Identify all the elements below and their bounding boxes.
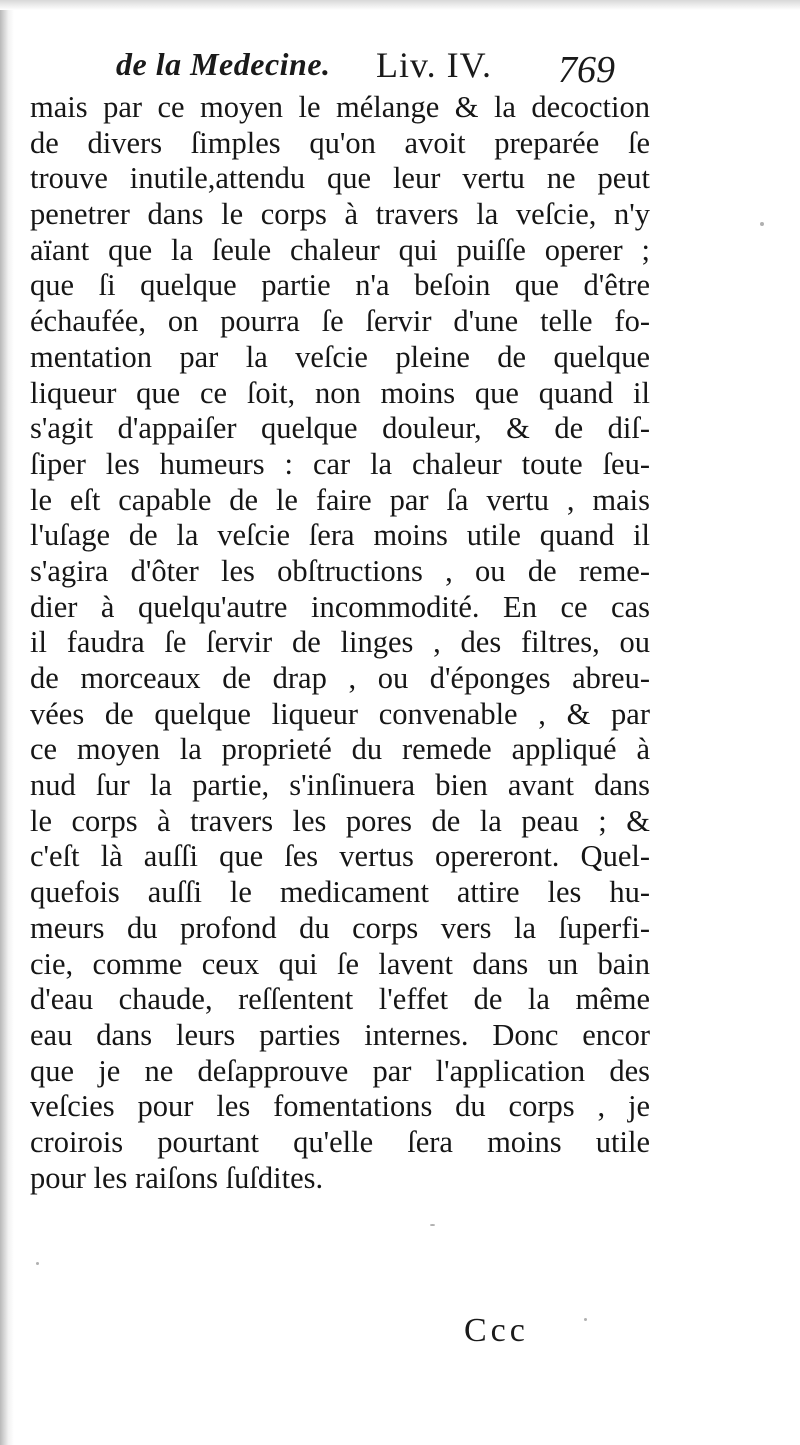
text-line: de divers ſimples qu'on avoit preparée ſe (30, 125, 650, 160)
text-line: dier à quelqu'autre incommodité. En ce cas (30, 589, 650, 624)
text-line: s'agit d'appaiſer quelque douleur, & de diſ- (30, 411, 650, 446)
text-line: que ſi quelque partie n'a beſoin que d'être (30, 268, 650, 303)
body-text (30, 90, 650, 1196)
paper-speck (36, 1262, 39, 1265)
page-header (116, 38, 650, 92)
text-line: que je ne deſapprouve par l'application des (30, 1053, 650, 1088)
text-line: il faudra ſe ſervir de linges , des filtres, ou (30, 625, 650, 660)
text-line: cie, comme ceux qui ſe lavent dans un bain (30, 946, 650, 981)
text-line: l'uſage de la veſcie ſera moins utile quand il (30, 518, 650, 553)
page-number: 769 (558, 49, 615, 91)
text-line-final: pour les raiſons ſuſdites. (30, 1160, 324, 1195)
text-line: c'eſt là auſſi que ſes vertus opereront. Quel- (30, 839, 650, 874)
text-line: quefois auſſi le medicament attire les hu- (30, 875, 650, 910)
text-line: aïant que la ſeule chaleur qui puiſſe operer ; (30, 232, 650, 267)
text-line: le eſt capable de le faire par ſa vertu , mais (30, 482, 650, 517)
text-line: s'agira d'ôter les obſtructions , ou de reme- (30, 553, 650, 588)
text-line: ce moyen la proprieté du remede appliqué à (30, 732, 650, 767)
text-line: le corps à travers les pores de la peau ; & (30, 803, 650, 838)
text-line: nud ſur la partie, s'inſinuera bien avant dans (30, 768, 650, 803)
text-line: eau dans leurs parties internes. Donc encor (30, 1017, 650, 1052)
book-number: Liv. IV. (376, 45, 492, 85)
text-line: de morceaux de drap , ou d'éponges abreu- (30, 661, 650, 695)
text-line: trouve inutile,attendu que leur vertu ne peut (30, 161, 650, 196)
text-line: d'eau chaude, reſſentent l'effet de la même (30, 982, 650, 1017)
text-line: mentation par la veſcie pleine de quelque (30, 339, 650, 374)
text-line: échaufée, on pourra ſe ſervir d'une telle fo- (30, 304, 650, 339)
text-line: meurs du profond du corps vers la ſuperfi- (30, 910, 650, 945)
running-title: de la Medecine. (116, 46, 331, 82)
text-line: liqueur que ce ſoit, non moins que quand il (30, 375, 650, 410)
text-line: penetrer dans le corps à travers la veſcie, n'y (30, 197, 650, 232)
text-line: croirois pourtant qu'elle ſera moins utile (30, 1124, 650, 1159)
paper-speck (760, 222, 764, 226)
text-line: ſiper les humeurs : car la chaleur toute ſeu- (30, 446, 650, 481)
signature-mark: Ccc (464, 1312, 529, 1349)
text-line: mais par ce moyen le mélange & la decoction (30, 90, 650, 124)
text-line: veſcies pour les fomentations du corps , je (30, 1089, 650, 1124)
text-line: vées de quelque liqueur convenable , & par (30, 696, 650, 731)
paper-speck (430, 1224, 435, 1226)
paper-speck (584, 1318, 587, 1321)
